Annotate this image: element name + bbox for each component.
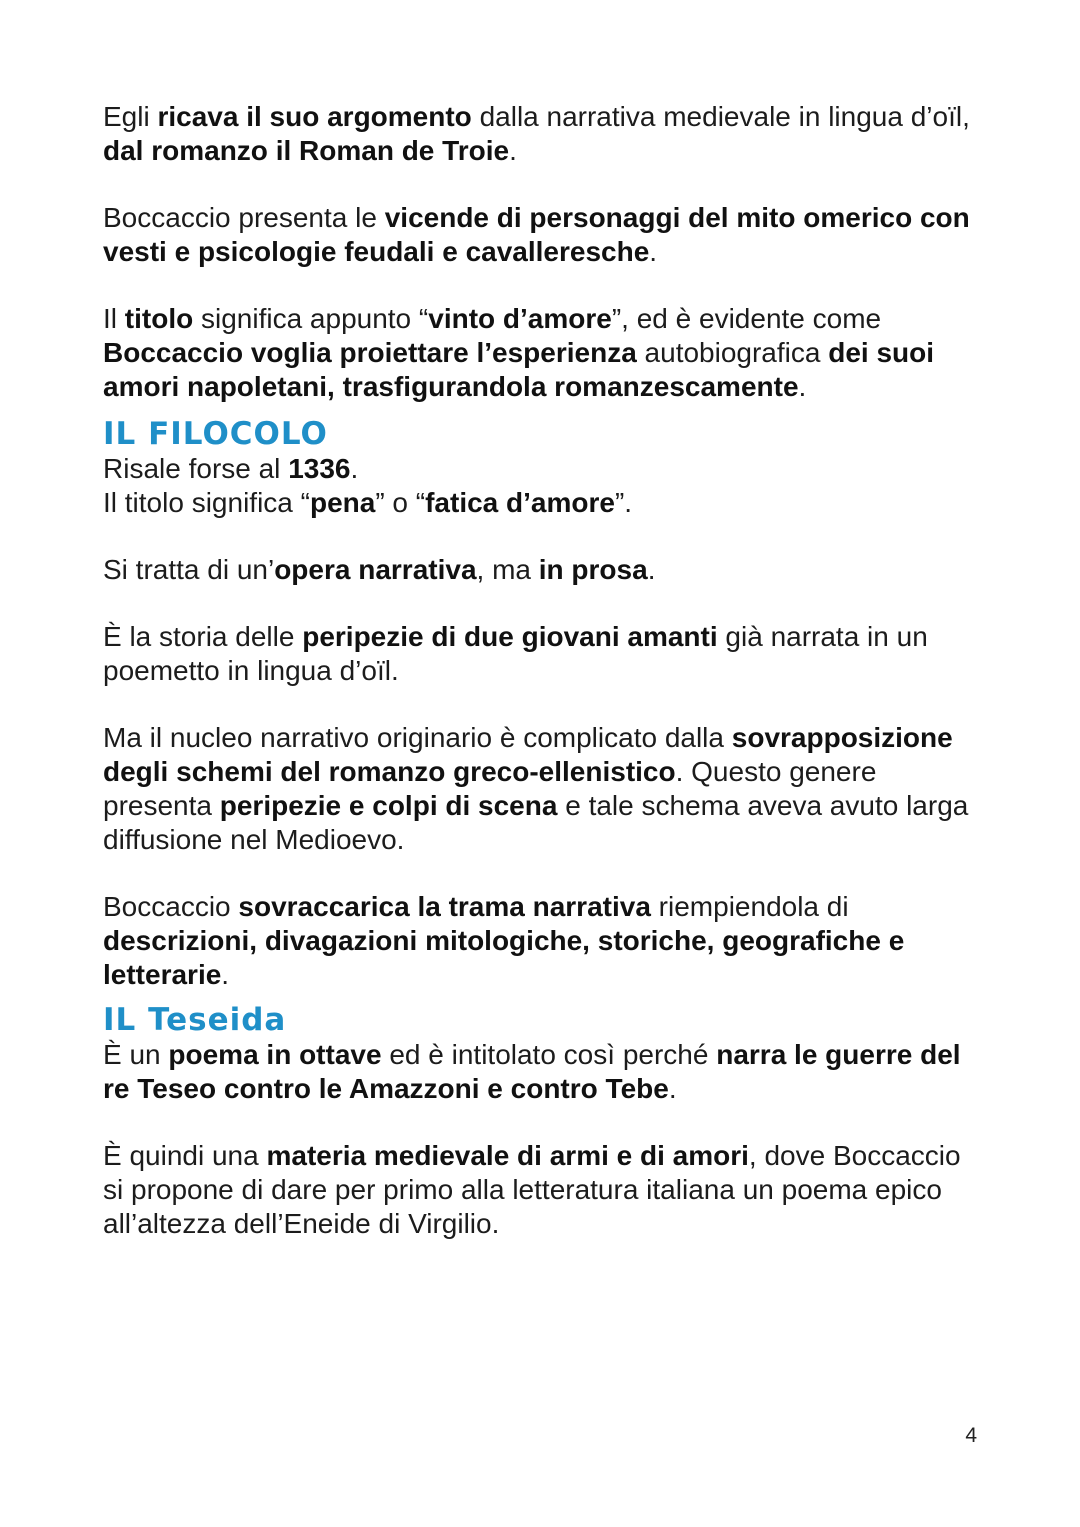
page-number: 4 bbox=[965, 1424, 977, 1447]
paragraph-filocolo-6: Boccaccio sovraccarica la trama narrativa riempiendola di descrizioni, divagazioni mitologiche, storiche, geografiche e letterarie. bbox=[103, 891, 905, 990]
paragraph-filocolo-1: Risale forse al 1336. bbox=[103, 453, 359, 484]
paragraph-filocolo-4: È la storia delle peripezie di due giovani amanti già narrata in un poemetto in lingua d’oïl. bbox=[103, 621, 928, 686]
paragraph-teseida-1: È un poema in ottave ed è intitolato così perché narra le guerre del re Teseo contro le Amazzoni e contro Tebe. bbox=[103, 1039, 961, 1104]
section-title-filocolo: IL FILOCOLO bbox=[103, 416, 328, 452]
paragraph-filocolo-2: Il titolo significa “pena” o “fatica d’amore”. bbox=[103, 487, 633, 518]
section-title-teseida: IL Teseida bbox=[103, 1002, 287, 1038]
paragraph-intro-2: Boccaccio presenta le vicende di personaggi del mito omerico con vesti e psicologie feudali e cavalleresche. bbox=[103, 202, 970, 267]
document-page bbox=[103, 100, 983, 1274]
paragraph-teseida-2: È quindi una materia medievale di armi e di amori, dove Boccaccio si propone di dare per primo alla letteratura italiana un poema epico all’altezza dell’Eneide di Virgilio. bbox=[103, 1140, 961, 1239]
paragraph-intro-3: Il titolo significa appunto “vinto d’amore”, ed è evidente come Boccaccio voglia proiettare l’esperienza autobiografica dei suoi amori napoletani, trasfigurandola romanzescamente. bbox=[103, 303, 935, 402]
paragraph-filocolo-5: Ma il nucleo narrativo originario è complicato dalla sovrapposizione degli schemi del romanzo greco-ellenistico. Questo genere presenta peripezie e colpi di scena e tale schema aveva avuto larga diffusione nel Medioevo. bbox=[103, 722, 969, 855]
paragraph-filocolo-3: Si tratta di un’opera narrativa, ma in prosa. bbox=[103, 554, 656, 585]
paragraph-intro-1: Egli ricava il suo argomento dalla narrativa medievale in lingua d’oïl, dal romanzo il Roman de Troie. bbox=[103, 101, 970, 166]
